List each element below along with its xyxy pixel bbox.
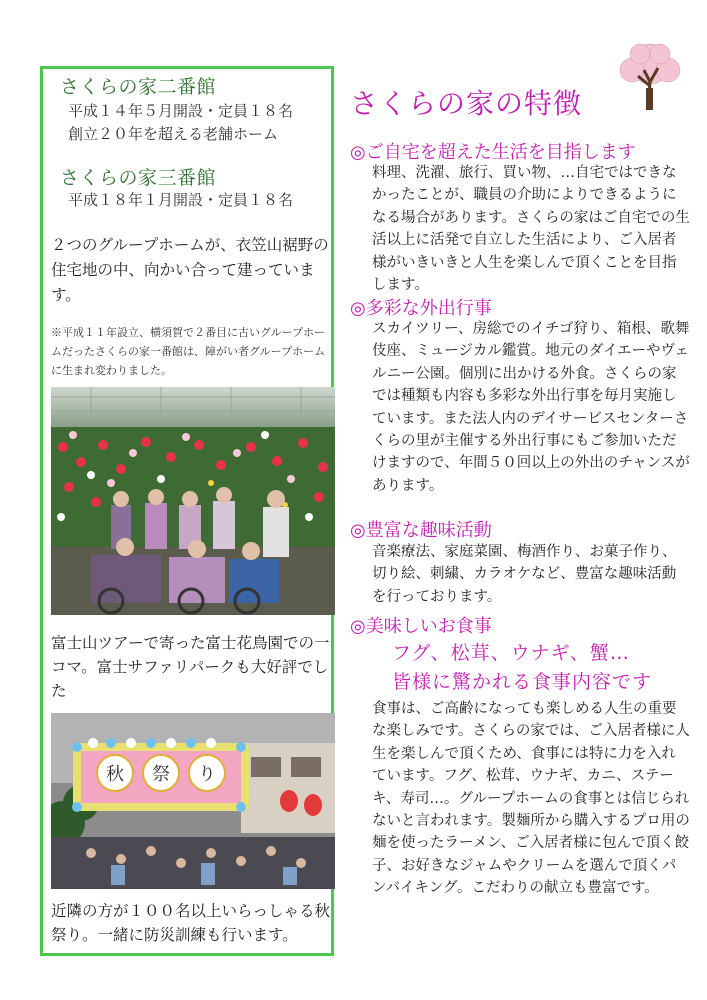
house2-opening: 平成１４年５月開設・定員１８名 xyxy=(68,102,294,120)
photo-caption-fuji: 富士山ツアーで寄った富士花鳥園での一コマ。富士サファリパークも大好評でした xyxy=(51,634,330,700)
location-text: ２つのグループホームが、衣笠山裾野の住宅地の中、向かい合って建っています。 xyxy=(51,236,329,304)
banner-char-3: り xyxy=(198,764,216,785)
banner-char-1: 秋 xyxy=(106,764,124,785)
meals-highlight-2: 皆様に驚かれる食事内容です xyxy=(392,671,653,693)
section-body-meals: 食事は、ご高齢になっても楽しめる人生の重要な楽しみです。さくらの家では、ご入居者様に人生を楽しんで頂くため、食事には特に力を入れています。フグ、松茸、ウナギ、カニ、ステーキ、寿司…。グループホームの食事とは信じられないと言われます。製麺所から購入するプロ用の麺を使ったラーメン、ご入居者様に包んで頂く餃子、お好きなジャムやクリームを選んで頂くパンバイキング。こだわりの献立も豊富です。 xyxy=(372,701,690,897)
page-title: さくらの家の特徴 xyxy=(350,87,583,120)
info-panel xyxy=(40,66,334,956)
sakura-tree-icon xyxy=(618,42,682,112)
autumn-festival-photo xyxy=(51,713,335,889)
house3-opening: 平成１８年１月開設・定員１８名 xyxy=(68,191,294,209)
section-heading-outings: ◎多彩な外出行事 xyxy=(350,298,492,319)
house2-history: 創立２０年を超える老舗ホーム xyxy=(68,125,279,143)
house2-name: さくらの家二番館 xyxy=(60,76,217,98)
house3-name: さくらの家三番館 xyxy=(60,167,217,189)
section-body-outings: スカイツリー、房総でのイチゴ狩り、箱根、歌舞伎座、ミュージカル鑑賞。地元のダイエーやヴェルニー公園。個別に出かける外食。さくらの家では種類も内容も多彩な外出行事を毎月実施しています。また法人内のデイサービスセンターさくらの里が主催する外出行事にもご参加いただけますので、年間５０回以上の外出のチャンスがあります。 xyxy=(372,321,690,494)
flower-garden-photo xyxy=(51,387,335,615)
section-heading-meals: ◎美味しいお食事 xyxy=(350,616,492,637)
section-body-lifestyle: 料理、洗濯、旅行、買い物、…自宅ではできなかったことが、職員の介助によりできるようになる場合があります。さくらの家はご自宅での生活以上に活発で自立した生活により、ご入居者様がいきいきと人生を楽しんで頂くことを目指します。 xyxy=(372,165,690,294)
section-body-hobbies: 音楽療法、家庭菜園、梅酒作り、お菓子作り、切り絵、刺繍、カラオケなど、豊富な趣味活動を行っております。 xyxy=(372,544,677,605)
banner-char-2: 祭 xyxy=(152,764,170,785)
section-heading-hobbies: ◎豊富な趣味活動 xyxy=(350,520,492,541)
section-heading-lifestyle: ◎ご自宅を超えた生活を目指します xyxy=(350,142,636,163)
meals-highlight-1: フグ、松茸、ウナギ、蟹… xyxy=(392,642,630,664)
photo-caption-festival: 近隣の方が１００名以上いらっしゃる秋祭り。一緒に防災訓練も行います。 xyxy=(51,902,331,944)
history-note: ※平成１１年設立、横須賀で２番目に古いグループホームだったさくらの家一番館は、障がい者グループホームに生まれ変わりました。 xyxy=(51,326,326,377)
